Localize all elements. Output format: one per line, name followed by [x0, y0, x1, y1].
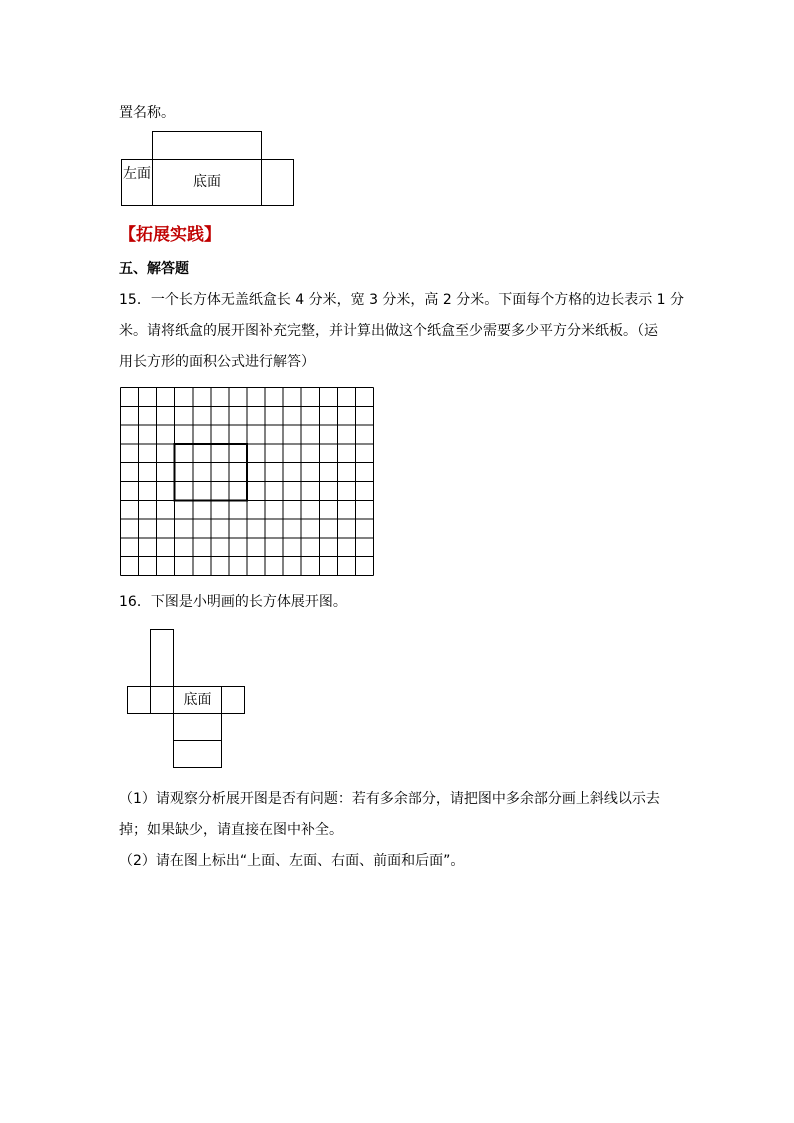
q16-part1-line-1: （1）请观察分析展开图是否有问题：若有多余部分，请把图中多余部分画上斜线以示去 [119, 791, 660, 807]
q16-intro: 16．下图是小明画的长方体展开图。 [119, 594, 347, 610]
q15-line-1: 15．一个长方体无盖纸盒长 4 分米，宽 3 分米，高 2 分米。下面每个方格的边长表示 1 分 [119, 292, 685, 308]
q16-part1-line-2: 掉；如果缺少，请直接在图中补全。 [119, 822, 343, 838]
net1-top-face [152, 131, 262, 160]
net1-left-face [121, 159, 153, 206]
net2-front-face [173, 713, 222, 741]
section-header: 【拓展实践】 [119, 225, 221, 245]
net1-left-label: 左面 [123, 166, 151, 182]
net2-bottom-face [173, 686, 222, 714]
net2-bottom-label: 底面 [183, 692, 212, 708]
intro-tail-text: 置名称。 [119, 105, 175, 121]
net1-right-face [261, 159, 294, 206]
net2-left-inner-face [150, 686, 174, 714]
q15-line-2: 米。请将纸盒的展开图补充完整，并计算出做这个纸盒至少需要多少平方分米纸板。（运 [119, 323, 658, 339]
net2-lower-face [173, 740, 222, 768]
net2-top-strip [150, 629, 174, 687]
question-type-heading: 五、解答题 [119, 261, 189, 277]
net1-bottom-face [152, 159, 262, 206]
q16-part2: （2）请在图上标出“上面、左面、右面、前面和后面”。 [119, 853, 465, 869]
net1-bottom-label: 底面 [193, 174, 221, 190]
q15-line-3: 用长方形的面积公式进行解答） [119, 354, 315, 370]
net2-right-face [221, 686, 245, 714]
q15-grid [120, 387, 374, 577]
net2-left-outer-face [127, 686, 151, 714]
